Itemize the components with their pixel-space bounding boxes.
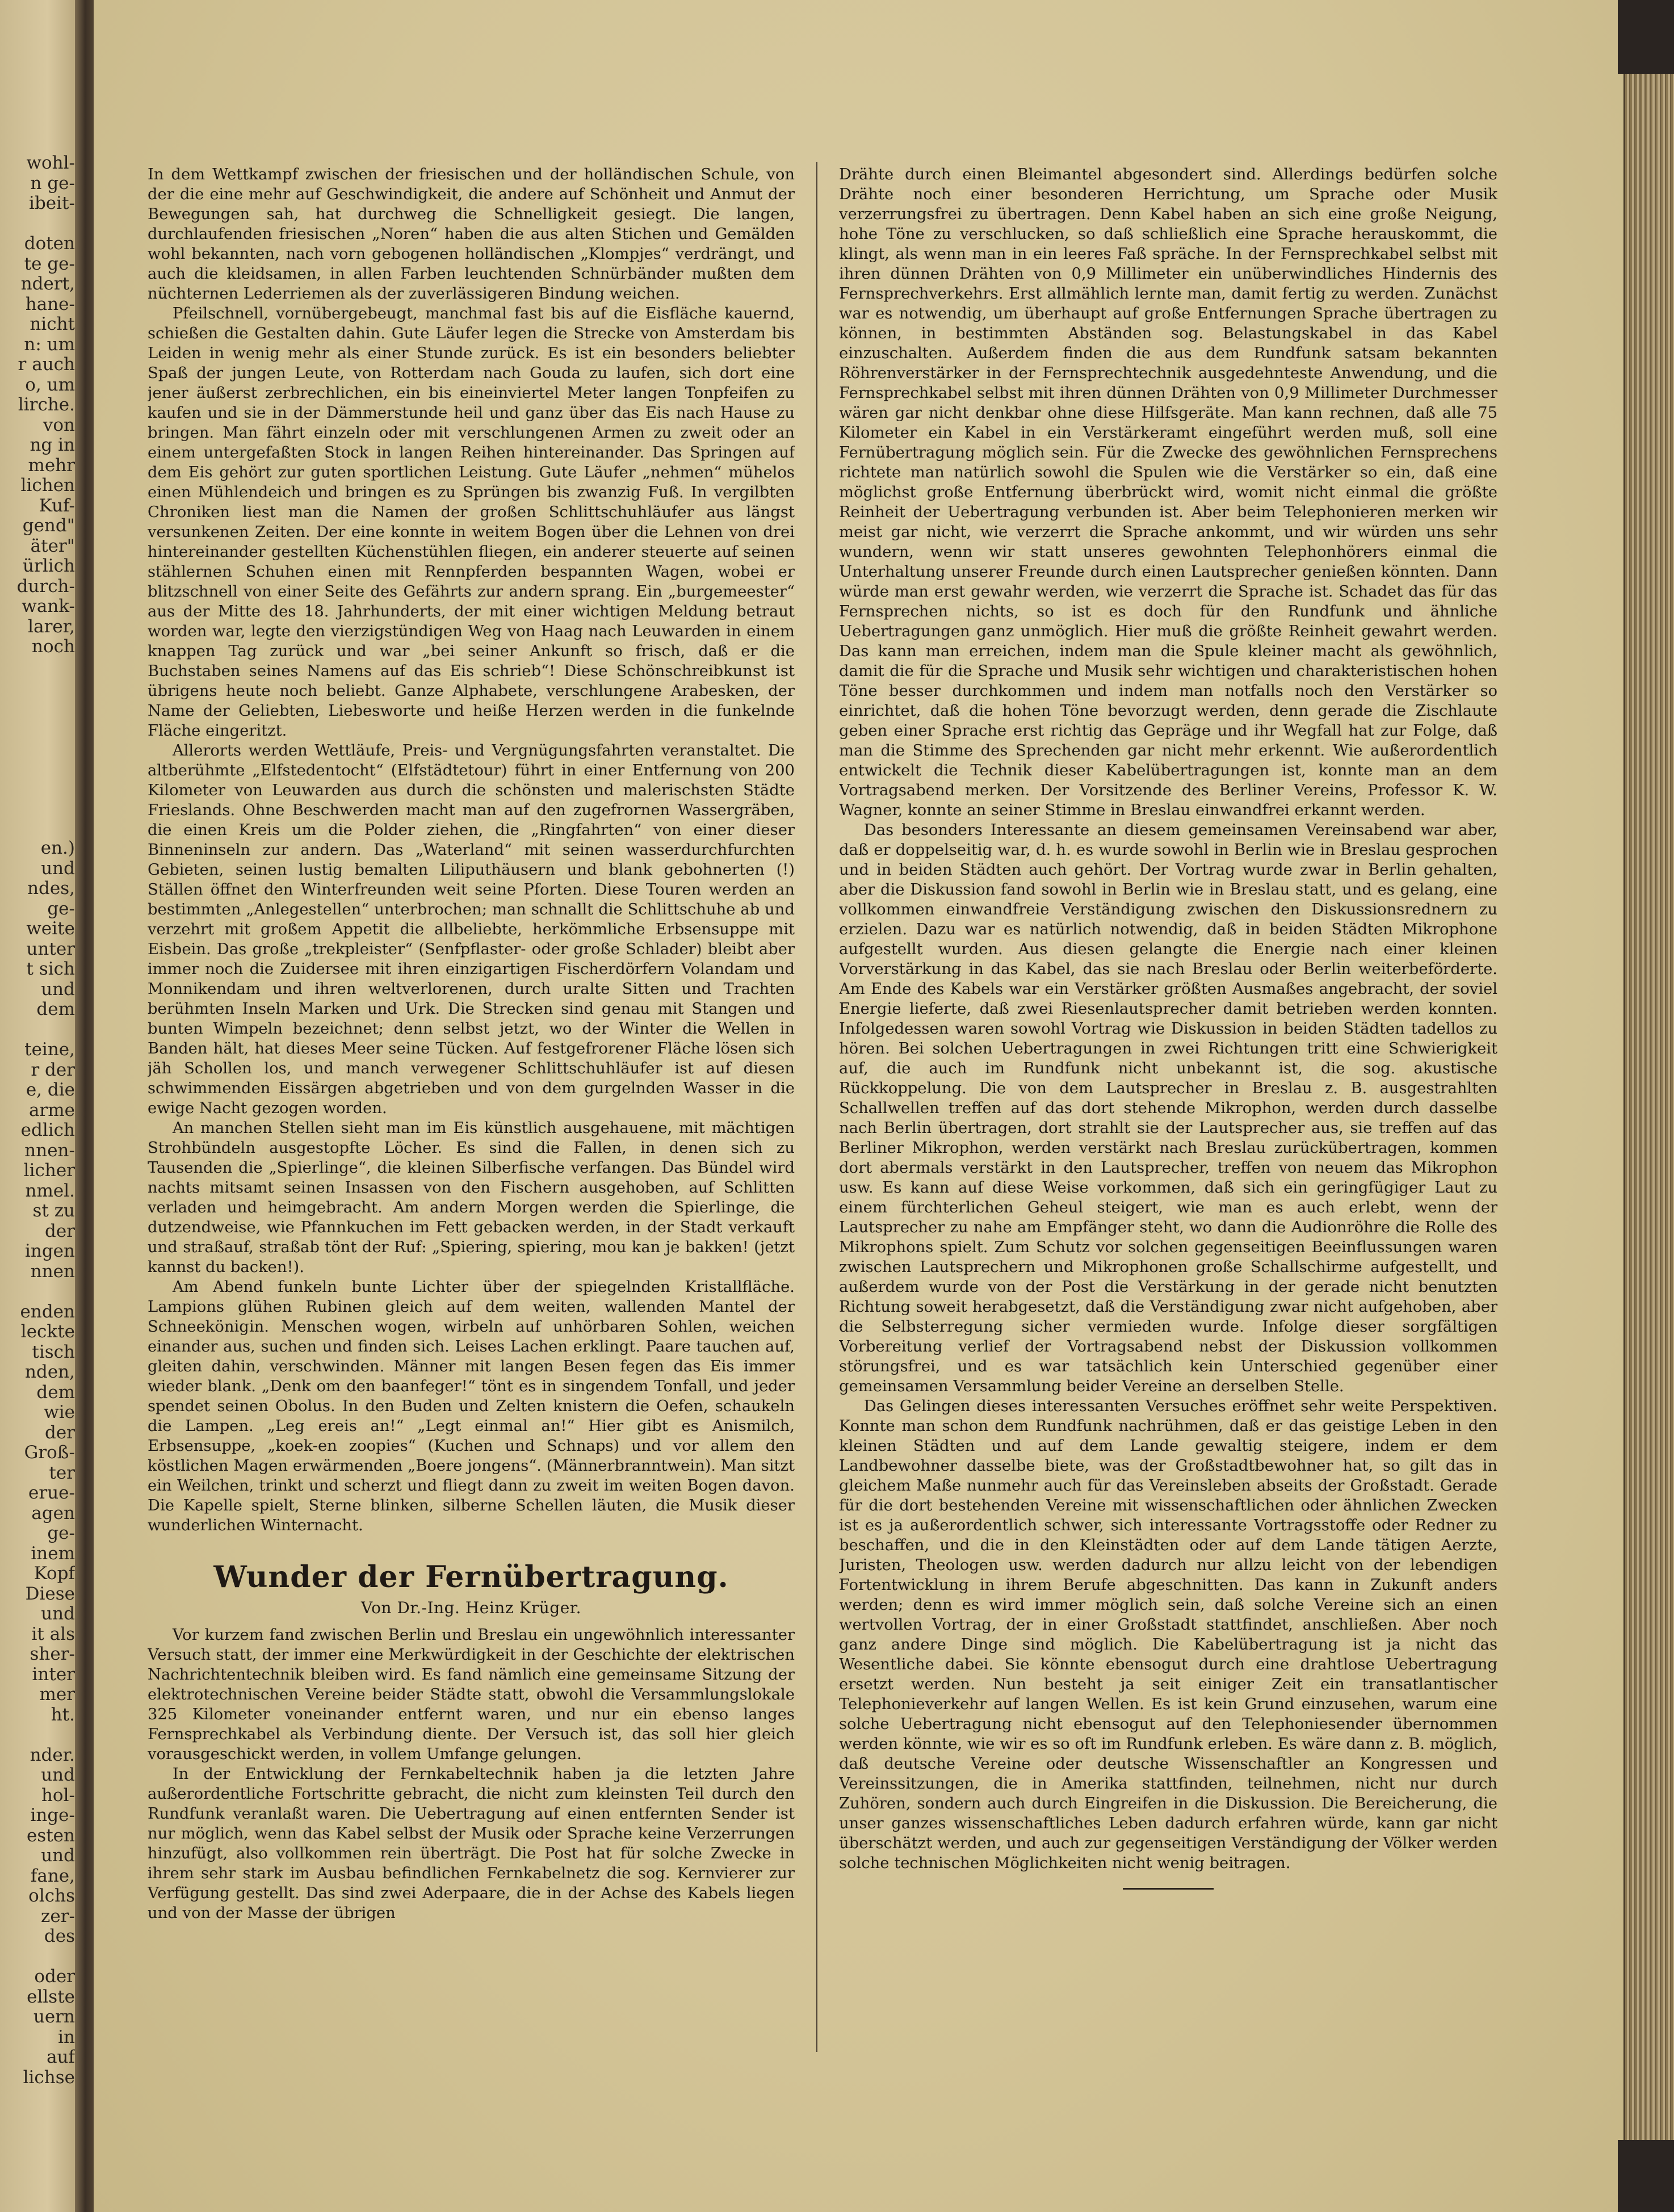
previous-page-fragment: enden xyxy=(20,1301,75,1322)
previous-page-fragment xyxy=(2,214,75,234)
paragraph: In der Entwicklung der Fernkabeltechnik haben ja die letzten Jahre außerordentliche Fortschritte gebracht, die nicht zum kleinsten Teil durch den Rundfunk veranlaßt waren. Die Uebertragung auf einen entfernten Sender ist nur möglich, wenn das Kabel selbst der Musik oder Sprache keine Verzerrungen hinzufügt, also vollkommen rein überträgt. Die Post hat für solche Zwecke in ihrem sehr stark im Ausbau befindlichen Fernkabelnetz die sog. Kernvierer zur Verfügung gestellt. Das sind zwei Aderpaare, die in der Achse des Kabels liegen und von der Masse der übrigen xyxy=(148,1765,795,1922)
previous-page-fragment: ge- xyxy=(47,1523,75,1543)
previous-page-fragment: hol- xyxy=(41,1785,75,1806)
book-edge-bottom xyxy=(1618,2140,1674,2212)
paragraph: Allerorts werden Wettläufe, Preis- und Vergnügungsfahrten veranstaltet. Die altberühmte „Elfstedentocht“ (Elfstädtetour) führt in einer Entfernung von 200 Kilometer von Leuwarden aus durch die schönsten und malerischsten Städte Frieslands. Ohne Beschwerden macht man auf den zugefrornen Wassergräben, die einen Kreis um die Polder ziehen, die „Ringfahrten“ von einer dieser Binneninseln zur andern. Das „Waterland“ mit seinen wasserdurchfurchten Gebieten, seinen lustig bemalten Liliputhäusern und blank gebohnerten (!) Ställen öffnet den Winterfreunden weit seine Pforten. Diese Touren werden an bestimmten „Anlegestellen“ unterbrochen; man schnallt die Schlittschuhe ab und verzehrt mit großem Appetit die allbeliebte, herkömmliche Erbsensuppe mit Eisbein. Das große „trekpleister“ (Senfpflaster- oder große Schlader) bleibt aber immer noch die Zuidersee mit ihren einzigartigen Fischerdörfern Volandam und Monnikendam und ihren weltverlorenen, durch uralte Sitten und Trachten berühmten Inseln Marken und Urk. Die Strecken sind genau mit Stangen und bunten Wimpeln bezeichnet; denn selbst jetzt, wo der Winter die Wellen in Banden hält, hat dieses Meer seine Tücken. Auf festgefrorener Fläche lösen sich jäh Schollen los, und manch verwegener Schlittschuhläufer ist auf diesen schwimmenden Eissärgen abgetrieben und von dem gurgelnden Wasser in die ewige Nacht gezogen worden. xyxy=(148,742,795,1117)
previous-page-fragment: zer- xyxy=(41,1905,75,1926)
previous-page-fragment: nicht xyxy=(30,314,75,334)
previous-page-fragment: lichse xyxy=(23,2067,75,2088)
paragraph: An manchen Stellen sieht man im Eis künstlich ausgehauene, mit mächtigen Strohbündeln ausgestopfte Löcher. Es sind die Fallen, in denen sich zu Tausenden die „Spierlinge“, die kleinen Silberfische verfangen. Das Bündel wird nachts mitsamt seinen Insassen von den Fischern ausgehoben, auf Schlitten verladen und heimgebracht. Am andern Morgen werden die Spierlinge, die dutzendweise, wie Pfannkuchen im Fett gebacken werden, in der Stadt verkauft und straßauf, straßab tönt der Ruf: „Spiering, spiering, mou kan je bakken! (jetzt kannst du backen!). xyxy=(148,1119,795,1276)
previous-page-fragment: ge- xyxy=(47,898,75,919)
right-column xyxy=(839,165,1497,2112)
previous-page-fragment: des xyxy=(44,1926,75,1946)
paragraph: Drähte durch einen Bleimantel abgesondert sind. Allerdings bedürfen solche Drähte noch einer besonderen Herrichtung, um Sprache oder Musik verzerrungsfrei zu übertragen. Denn Kabel haben an sich eine große Neigung, hohe Töne zu verschlucken, so daß schließlich eine Sprache herauskommt, die klingt, als wenn man in ein leeres Faß spräche. In der Fernsprechkabel selbst mit ihren dünnen Drähten von 0,9 Millimeter ein unüberwindliches Hindernis des Fernsprechverkehrs. Erst allmählich lernte man, damit fertig zu werden. Zunächst war es notwendig, um überhaupt auf große Entfernungen Sprache übertragen zu können, in bestimmten Abständen sog. Belastungskabel in das Kabel einzuschalten. Außerdem finden die aus dem Rundfunk satsam bekannten Röhrenverstärker in der Fernsprechtechnik ausgedehnteste Anwendung, und die Fernsprechkabel selbst mit ihren dünnen Drähten von 0,9 Millimeter Durchmesser wären gar nicht denkbar ohne diese Hilfsgeräte. Man kann rechnen, daß alle 75 Kilometer ein Kabel in ein Verstärkeramt eingeführt werden muß, soll eine Fernübertragung möglich sein. Für die Zwecke des gewöhnlichen Fernsprechens richtete man natürlich sowohl die Spulen wie die Verstärker so ein, daß eine möglichst große Entfernung überbrückt wird, womit nicht einmal die größte Reinheit der Uebertragung verbunden ist. Aber beim Telephonieren merken wir meist gar nicht, wie verzerrt die Sprache ankommt, und wir würden uns sehr wundern, wenn wir statt unseres gewohnten Telephonhörers einmal die Unterhaltung unserer Freunde durch einen Lautsprecher genießen könnten. Dann würde man erst gewahr werden, wie verzerrt die Sprache ist. Schadet das für das Fernsprechen nichts, so ist es doch für den Rundfunk und ähnliche Uebertragungen ganz unmöglich. Hier muß die größte Reinheit gewahrt werden. Das kann man erreichen, indem man die Spule kleiner macht als gewöhnlich, damit die für die Sprache und Musik sehr wichtigen und charakteristischen hohen Töne besser durchkommen und indem man notfalls noch den Verstärker so einrichtet, daß die hohen Töne bevorzugt werden, denn gerade die Zischlaute geben einer Sprache erst richtig das Gepräge und ihr Wegfall hat zur Folge, daß man die Stimme des Sprechenden gar nicht mehr erkennt. Wie außerordentlich entwickelt die Technik dieser Kabelübertragungen ist, konnte man an dem Vortragsabend merken. Der Vorsitzende des Berliner Vereins, Professor K. W. Wagner, konnte an seiner Stimme in Breslau einwandfrei erkannt werden. xyxy=(839,166,1497,819)
previous-page-fragment: ürlich xyxy=(23,556,75,576)
paragraph: Vor kurzem fand zwischen Berlin und Breslau ein ungewöhnlich interessanter Versuch statt, der immer eine Merkwürdigkeit in der Geschichte der elektrischen Nachrichtentechnik bleiben wird. Es fand nämlich eine gemeinsame Sitzung der elektrotechnischen Vereine beider Städte statt, obwohl die Versammlungslokale 325 Kilometer voneinander entfernt waren, und nur ein ebenso langes Fernsprechkabel als Verbindung diente. Der Versuch ist, das soll hier gleich vorausgeschickt werden, in vollem Umfange gelungen. xyxy=(148,1626,795,1763)
previous-page-fragment: mer xyxy=(39,1684,75,1705)
previous-page-fragment: und xyxy=(41,1845,75,1866)
previous-page-fragment: arme xyxy=(28,1099,75,1120)
article-body-right xyxy=(839,165,1497,1873)
book-edge-top xyxy=(1618,0,1674,74)
paragraph: Pfeilschnell, vornübergebeugt, manchmal fast bis auf die Eisfläche kauernd, schießen die Gestalten dahin. Gute Läufer legen die Strecke von Amsterdam bis Leiden in wenig mehr als einer Stunde zurück. Es ist ein besonders beliebter Spaß der jungen Leute, von Rotterdam nach Gouda zu laufen, sich dort eine jener äußerst zerbrechlichen, ein bis eineinviertel Meter langen Tonpfeifen zu kaufen und sie in der Dämmerstunde heil und ganz über das Eis nach Hause zu bringen. Man fährt einzeln oder mit verschlungenen Armen zu zweit oder an einem untergefaßten Stock in langen Reihen hintereinander. Das Springen auf dem Eis gehört zur guten sportlichen Leistung. Gute Läufer „nehmen“ mühelos einen Mühlendeich und bringen es zu Sprüngen bis zwanzig Fuß. In vergilbten Chroniken liest man die Namen der großen Schlittschuhläufer aus längst versunkenen Zeiten. Der eine konnte in weitem Bogen über die Lehnen von drei hintereinander gestellten Küchenstühlen fliegen, ein anderer steuerte auf seinen stählernen Schuhen einen mit Rennpferden bespannten Wagen, wobei er blitzschnell von einer Seite des Gefährts zur andern sprang. Ein „burgemeester“ aus der Mitte des 18. Jahrhunderts, der mit einer wichtigen Meldung betraut worden war, legte den vierzigstündigen Weg von Haag nach Leuwarden in einem knappen Tag zurück und war „bei seiner Ankunft so frisch, daß er die Buchstaben seines Namens auf das Eis schrieb“! Diese Schönschreibkunst ist übrigens heute noch beliebt. Ganze Alphabete, verschlungene Arabesken, der Name der Geliebten, Liebesworte und heiße Herzen werden in die funkelnde Fläche eingeritzt. xyxy=(148,305,795,740)
previous-page-fragment: in xyxy=(58,2026,75,2047)
previous-page-fragment: mehr xyxy=(28,455,75,476)
article-title: Wunder der Fernübertragung. xyxy=(213,1560,729,1594)
previous-page-fragment xyxy=(2,1725,75,1745)
previous-page-fragment: esten xyxy=(26,1825,75,1846)
previous-page-fragment: auf xyxy=(47,2047,75,2067)
previous-page-fragment: n ge- xyxy=(30,173,75,194)
previous-page-fragment: wank- xyxy=(22,596,75,616)
previous-page-fragment: wohl- xyxy=(26,153,75,173)
previous-page-fragment: ng in xyxy=(30,435,75,455)
previous-page-fragment: lichen xyxy=(20,475,75,496)
article-byline: Von Dr.-Ing. Heinz Krüger. xyxy=(360,1598,582,1617)
previous-page-fragment: nnen xyxy=(30,1261,75,1282)
previous-page-fragment: noch xyxy=(32,636,75,657)
previous-page-fragment: gend" xyxy=(22,515,75,536)
previous-page-fragment: inem xyxy=(31,1543,75,1564)
previous-page-fragment: nder. xyxy=(30,1744,75,1765)
previous-page-fragment: inge- xyxy=(30,1805,75,1825)
previous-page-fragment: dem xyxy=(36,1382,75,1403)
previous-page-fragment: r auch xyxy=(18,354,75,375)
previous-page-fragment: oder xyxy=(34,1966,75,1987)
previous-page-fragment: nden, xyxy=(25,1362,75,1382)
previous-page-fragment: hane- xyxy=(25,293,75,314)
previous-page-fragment: dem xyxy=(36,999,75,1019)
previous-page-fragment: ingen xyxy=(24,1241,75,1261)
previous-page-fragment: n: um xyxy=(24,334,75,355)
previous-page-fragment: und xyxy=(41,858,75,879)
previous-page-fragment xyxy=(2,1947,75,1967)
paragraph: Am Abend funkeln bunte Lichter über der spiegelnden Kristallfläche. Lampions glühen Rubinen gleich auf dem weiten, wallenden Mantel der Schneekönigin. Menschen wogen, wirbeln auf unhörbaren Sohlen, weichen einander aus, suchen und finden sich. Leises Lachen erklingt. Paare tauchen auf, gleiten dahin, verschwinden. Männer mit langen Besen fegen das Eis immer wieder blank. „Denk om den baanfeger!“ tönt es in singendem Tonfall, und jeder spendet seinen Obolus. In den Buden und Zelten knistern die Oefen, schaukeln die Lampen. „Leg ereis an!“ „Legt einmal an!“ Hier gibt es Anismilch, Erbsensuppe, „koek-en zoopies“ (Kuchen und Schnaps) und vor allem den köstlichen Magen erwärmenden „Boere jongens“. (Männerbranntwein). Man sitzt ein Weilchen, trinkt und scherzt und fliegt dann zu zweit im weiten Bogen davon. Die Kapelle spielt, Sterne blinken, silberne Schellen läuten, die Musik dieser wunderlichen Winternacht. xyxy=(148,1278,795,1534)
previous-page-fragment: st zu xyxy=(32,1201,75,1221)
article-body-left xyxy=(148,1625,795,1923)
previous-page-fragment: und xyxy=(41,1604,75,1624)
previous-page-fragment: edlich xyxy=(20,1120,75,1140)
skating-article xyxy=(148,165,795,1535)
previous-page-fragment: tisch xyxy=(32,1341,75,1362)
previous-page-fragment: Kopf xyxy=(33,1563,75,1584)
previous-page-fragment: erue- xyxy=(28,1483,75,1503)
previous-page-fragment xyxy=(2,738,75,758)
previous-page-fragment: ellste xyxy=(27,1986,75,2007)
previous-page-fragment: teine, xyxy=(24,1039,75,1060)
left-column xyxy=(148,165,795,2112)
paragraph: Das Gelingen dieses interessanten Versuches eröffnet sehr weite Perspektiven. Konnte man schon dem Rundfunk nachrühmen, daß er das geistige Leben in den kleinen Städten und auf dem Lande gewaltig steigere, indem er dem Landbewohner dasselbe biete, was der Großstadtbewohner hat, so gilt das in gleichem Maße nunmehr auch für das Vereinsleben abseits der Großstadt. Gerade für die dort bestehenden Vereine mit wissenschaftlichen oder ähnlichen Zwecken ist es ja außerordentlich schwer, sich interessante Vortragsstoffe oder Redner zu beschaffen, und die in den Kleinstädten oder auf dem Lande tätigen Aerzte, Juristen, Theologen usw. werden dadurch nur allzu leicht von der lebendigen Fortentwicklung in ihrem Berufe abgeschnitten. Das kann in Zukunft anders werden; denn es wird immer möglich sein, daß solche Vereine sich an einen wertvollen Vortrag, der in einer Großstadt stattfindet, anschließen. Aber noch ganz andere Dinge sind möglich. Die Kabelübertragung ist ja nicht das Wesentliche dabei. Sie könnte ebensogut durch eine drahtlose Uebertragung ersetzt werden. Nun besteht ja seit einiger Zeit ein transatlantischer Telephonieverkehr auf langen Wellen. Es ist kein Grund einzusehen, warum eine solche Uebertragung nicht ebensogut auf den Telephoniesender übernommen werden könnte, wie wir es so oft im Rundfunk erleben. Es wäre dann z. B. möglich, daß deutsche Vereine oder deutsche Wissenschaftler an Kongressen und Vereinssitzungen, die in Amerika stattfinden, teilnehmen, nicht nur durch Zuhören, sondern auch durch Eingreifen in die Diskussion. Die Bereicherung, die unser ganzes wissenschaftliches Leben dadurch erfahren würde, kann gar nicht überschätzt werden, und auch zur gegenseitigen Verständigung der Völker werden solche technischen Möglichkeiten nicht wenig beitragen. xyxy=(839,1397,1497,1872)
previous-page-fragment: nmel. xyxy=(25,1180,75,1201)
previous-page-fragment: doten xyxy=(24,233,75,254)
previous-page-fragments xyxy=(2,153,75,2088)
previous-page-fragment: o, um xyxy=(25,374,75,395)
previous-page-fragment: ht. xyxy=(51,1704,75,1725)
previous-page-fragment: agen xyxy=(31,1502,75,1523)
previous-page-fragment: olchs xyxy=(28,1886,75,1906)
previous-page-fragment xyxy=(2,1020,75,1040)
previous-page-fragment xyxy=(2,819,75,839)
previous-page-fragment: unter xyxy=(26,938,75,959)
previous-page-fragment: weite xyxy=(26,918,75,939)
paragraph: Das besonders Interessante an diesem gemeinsamen Vereinsabend war aber, daß er doppelseitig war, d. h. es wurde sowohl in Berlin wie in Breslau gesprochen und in beiden Städten auch gehört. Der Vortrag wurde zwar in Berlin gehalten, aber die Diskussion fand sowohl in Berlin wie in Breslau statt, und es gelang, eine vollkommen einwandfreie Verständigung zwischen den Diskussionsrednern zu erzielen. Dazu war es natürlich notwendig, daß in beiden Städten Mikrophone aufgestellt wurden. Aus diesen gelangte die Energie nach einer kleinen Vorverstärkung in das Kabel, das sie nach Breslau oder Berlin weiterbeförderte. Am Ende des Kabels war ein Verstärker größten Ausmaßes angebracht, der soviel Energie lieferte, daß zwei Riesenlautsprecher damit betrieben werden konnten. Infolgedessen waren sowohl Vortrag wie Diskussion in beiden Städten tadellos zu hören. Bei solchen Uebertragungen in zwei Richtungen tritt eine Schwierigkeit auf, die auch im Rundfunk nicht unbekannt ist, die sog. akustische Rückkoppelung. Die von dem Lautsprecher in Breslau z. B. ausgestrahlten Schallwellen treffen auf das dort stehende Mikrophon, werden durch dasselbe nach Berlin übertragen, dort strahlt sie der Lautsprecher aus, sie treffen auf das Berliner Mikrophon, werden verstärkt nach Breslau zurückübertragen, kommen dort abermals verstärkt in den Lautsprecher, treffen von neuem das Mikrophon usw. Es kann auf diese Weise vorkommen, daß sich ein geringfügiger Laut zu einem fürchterlichen Geheul steigert, wie man es auch erlebt, wenn der Lautsprecher zu nahe am Empfänger steht, wo dann die Audionröhre die Rolle des Mikrophons spielt. Zum Schutz vor solchen gegenseitigen Beeinflussungen waren zwischen Lautsprechern und Mikrophonen große Schallschirme aufgestellt, und außerdem wurde von der Post die Verstärkung in der gerade nicht benutzten Richtung soweit herabgesetzt, daß die Verständigung zwar nicht aufgehoben, aber die Selbsterregung sicher vermieden wurde. Infolge dieser sorgfältigen Vorbereitung verlief der Vortragsabend nebst der Diskussion vollkommen störungsfrei, und es war tatsächlich kein Unterschied gegenüber einer gemeinsamen Versammlung beider Vereine an derselben Stelle. xyxy=(839,821,1497,1395)
previous-page-fragment: sher- xyxy=(30,1644,75,1664)
previous-page-fragment: und xyxy=(41,979,75,1000)
previous-page-fragment: te ge- xyxy=(24,253,75,274)
previous-page-fragment xyxy=(2,758,75,778)
previous-page-fragment xyxy=(2,717,75,738)
previous-page-fragment: uern xyxy=(33,2007,75,2027)
previous-page-fragment: leckte xyxy=(20,1321,75,1342)
previous-page-edge xyxy=(0,0,79,2212)
previous-page-fragment: inter xyxy=(32,1664,75,1685)
previous-page-fragment: licher xyxy=(23,1160,75,1181)
previous-page-fragment: Diese xyxy=(25,1583,75,1604)
previous-page-fragment: der xyxy=(44,1220,75,1241)
previous-page-fragment xyxy=(2,798,75,819)
previous-page-fragment: äter" xyxy=(30,535,75,556)
previous-page-fragment: t sich xyxy=(26,959,75,979)
paragraph: In dem Wettkampf zwischen der friesischen und der holländischen Schule, von der die eine mehr auf Geschwindigkeit, die andere auf Schönheit und Anmut der Bewegungen sah, hat durchweg die Schnelligkeit gesiegt. Die langen, durchlaufenden friesischen „Noren“ haben die aus alten Stichen und Gemälden wohl bekannten, nach vorn gebogenen holländischen „Klompjes“ verdrängt, und auch die kleidsamen, in allen Farben leuchtenden Schnürbänder mußten dem nüchternen Lederriemen als der zuverlässigeren Bindung weichen. xyxy=(148,166,795,303)
book-page-edges xyxy=(1623,74,1674,2140)
previous-page-fragment xyxy=(2,677,75,698)
previous-page-fragment xyxy=(2,657,75,678)
previous-page-fragment xyxy=(2,778,75,799)
previous-page-fragment: r der xyxy=(31,1059,75,1080)
previous-page-fragment: nnen- xyxy=(24,1140,75,1161)
previous-page-fragment: e, die xyxy=(26,1080,75,1100)
previous-page-fragment: durch- xyxy=(16,576,75,597)
previous-page-fragment: larer, xyxy=(28,616,75,637)
previous-page-fragment: lirche. xyxy=(18,394,75,415)
previous-page-fragment xyxy=(2,698,75,718)
previous-page-fragment: ibeit- xyxy=(29,193,75,213)
previous-page-fragment: und xyxy=(41,1765,75,1785)
previous-page-fragment: ter xyxy=(49,1462,75,1483)
previous-page-fragment: wie xyxy=(44,1402,75,1422)
previous-page-fragment: von xyxy=(43,414,75,435)
previous-page-fragment: fane, xyxy=(30,1865,75,1886)
previous-page-fragment: Kuf- xyxy=(39,495,75,516)
previous-page-fragment: en.) xyxy=(40,838,75,858)
previous-page-fragment: ndes, xyxy=(27,878,75,899)
previous-page-fragment xyxy=(2,1282,75,1302)
article-end-rule xyxy=(1123,1888,1214,1890)
previous-page-fragment: it als xyxy=(31,1623,75,1644)
column-divider xyxy=(816,162,817,2052)
previous-page-fragment: der xyxy=(44,1422,75,1443)
previous-page-fragment: ndert, xyxy=(20,274,75,294)
previous-page-fragment: Groß- xyxy=(24,1442,75,1463)
